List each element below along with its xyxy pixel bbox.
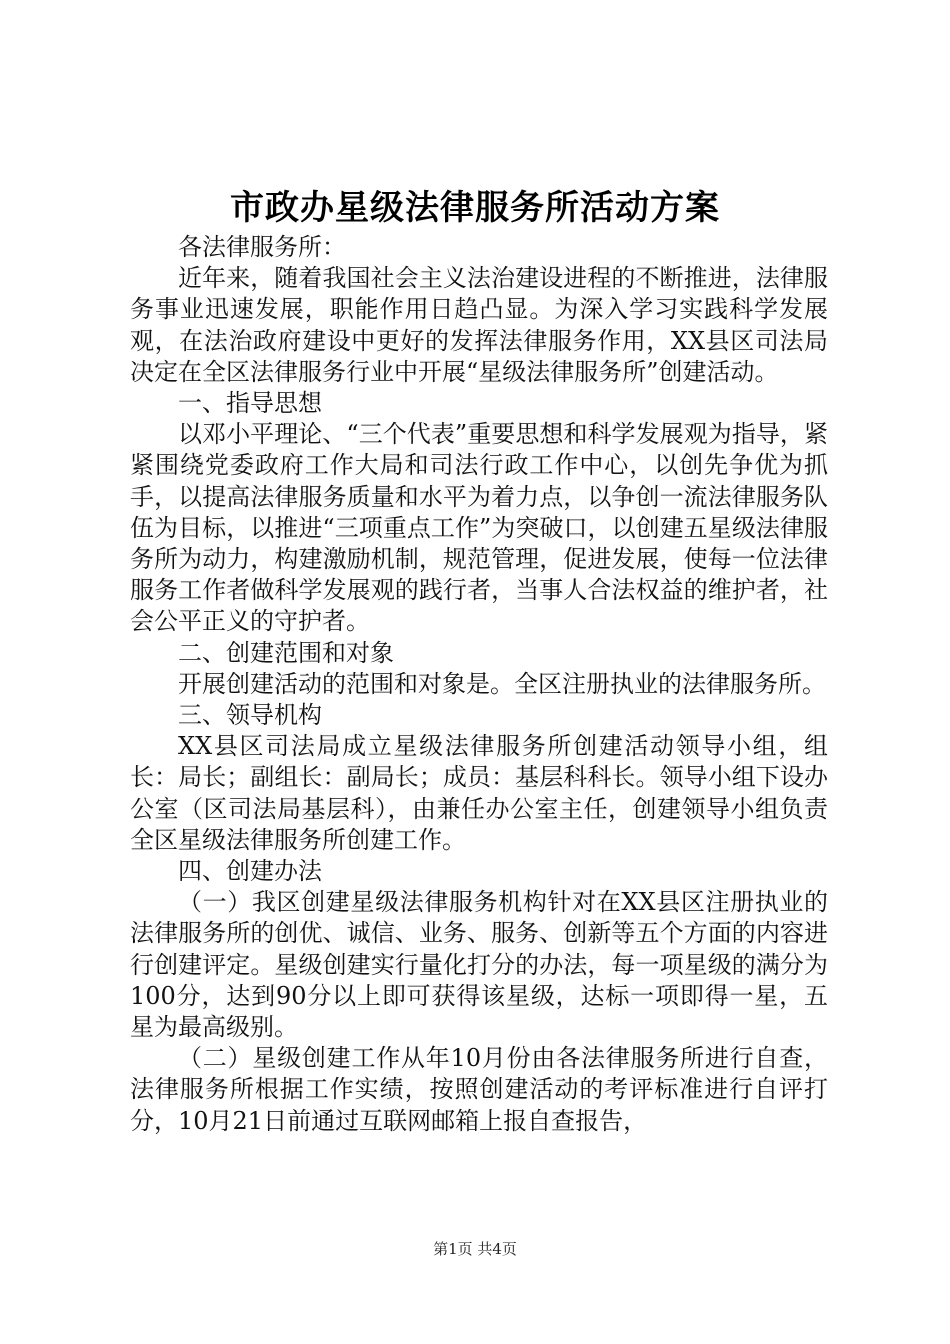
document-body <box>130 232 828 1137</box>
heading-guiding-ideology: 一、指导思想 <box>178 389 322 418</box>
heading-leadership: 三、领导机构 <box>178 701 322 730</box>
paragraph-method-1: （一）我区创建星级法律服务机构针对在XX县区注册执业的法律服务所的创优、诚信、业务、服务、创新等五个方面的内容进行创建评定。星级创建实行量化打分的办法，每一项星级的满分为100分，达到90分以上即可获得该星级，达标一项即得一星，五星为最高级别。 <box>130 888 828 1042</box>
paragraph-intro: 近年来，随着我国社会主义法治建设进程的不断推进，法律服务事业迅速发展，职能作用日趋凸显。为深入学习实践科学发展观，在法治政府建设中更好的发挥法律服务作用，XX县区司法局决定在全区法律服务行业中开展“星级法律服务所”创建活动。 <box>130 264 828 386</box>
paragraph-method-2: （二）星级创建工作从年10月份由各法律服务所进行自查，法律服务所根据工作实绩，按照创建活动的考评标准进行自评打分，10月21日前通过互联网邮箱上报自查报告， <box>130 1044 828 1135</box>
salutation: 各法律服务所： <box>178 233 346 261</box>
document-title: 市政办星级法律服务所活动方案 <box>230 188 720 228</box>
page-number: 第1页 共4页 <box>433 1240 517 1258</box>
paragraph-leadership: XX县区司法局成立星级法律服务所创建活动领导小组，组长：局长；副组长：副局长；成员：基层科科长。领导小组下设办公室（区司法局基层科），由兼任办公室主任，创建领导小组负责全区星级法律服务所创建工作。 <box>130 732 828 854</box>
paragraph-scope: 开展创建活动的范围和对象是。全区注册执业的法律服务所。 <box>178 669 826 698</box>
paragraph-guiding-ideology: 以邓小平理论、“三个代表”重要思想和科学发展观为指导，紧紧围绕党委政府工作大局和司法行政工作中心，以创先争优为抓手，以提高法律服务质量和水平为着力点，以争创一流法律服务队伍为目标，以推进“三项重点工作”为突破口，以创建五星级法律服务所为动力，构建激励机制，规范管理，促进发展，使每一位法律服务工作者做科学发展观的践行者，当事人合法权益的维护者，社会公平正义的守护者。 <box>130 420 828 636</box>
heading-scope: 二、创建范围和对象 <box>178 638 394 667</box>
heading-methods: 四、创建办法 <box>178 857 322 886</box>
